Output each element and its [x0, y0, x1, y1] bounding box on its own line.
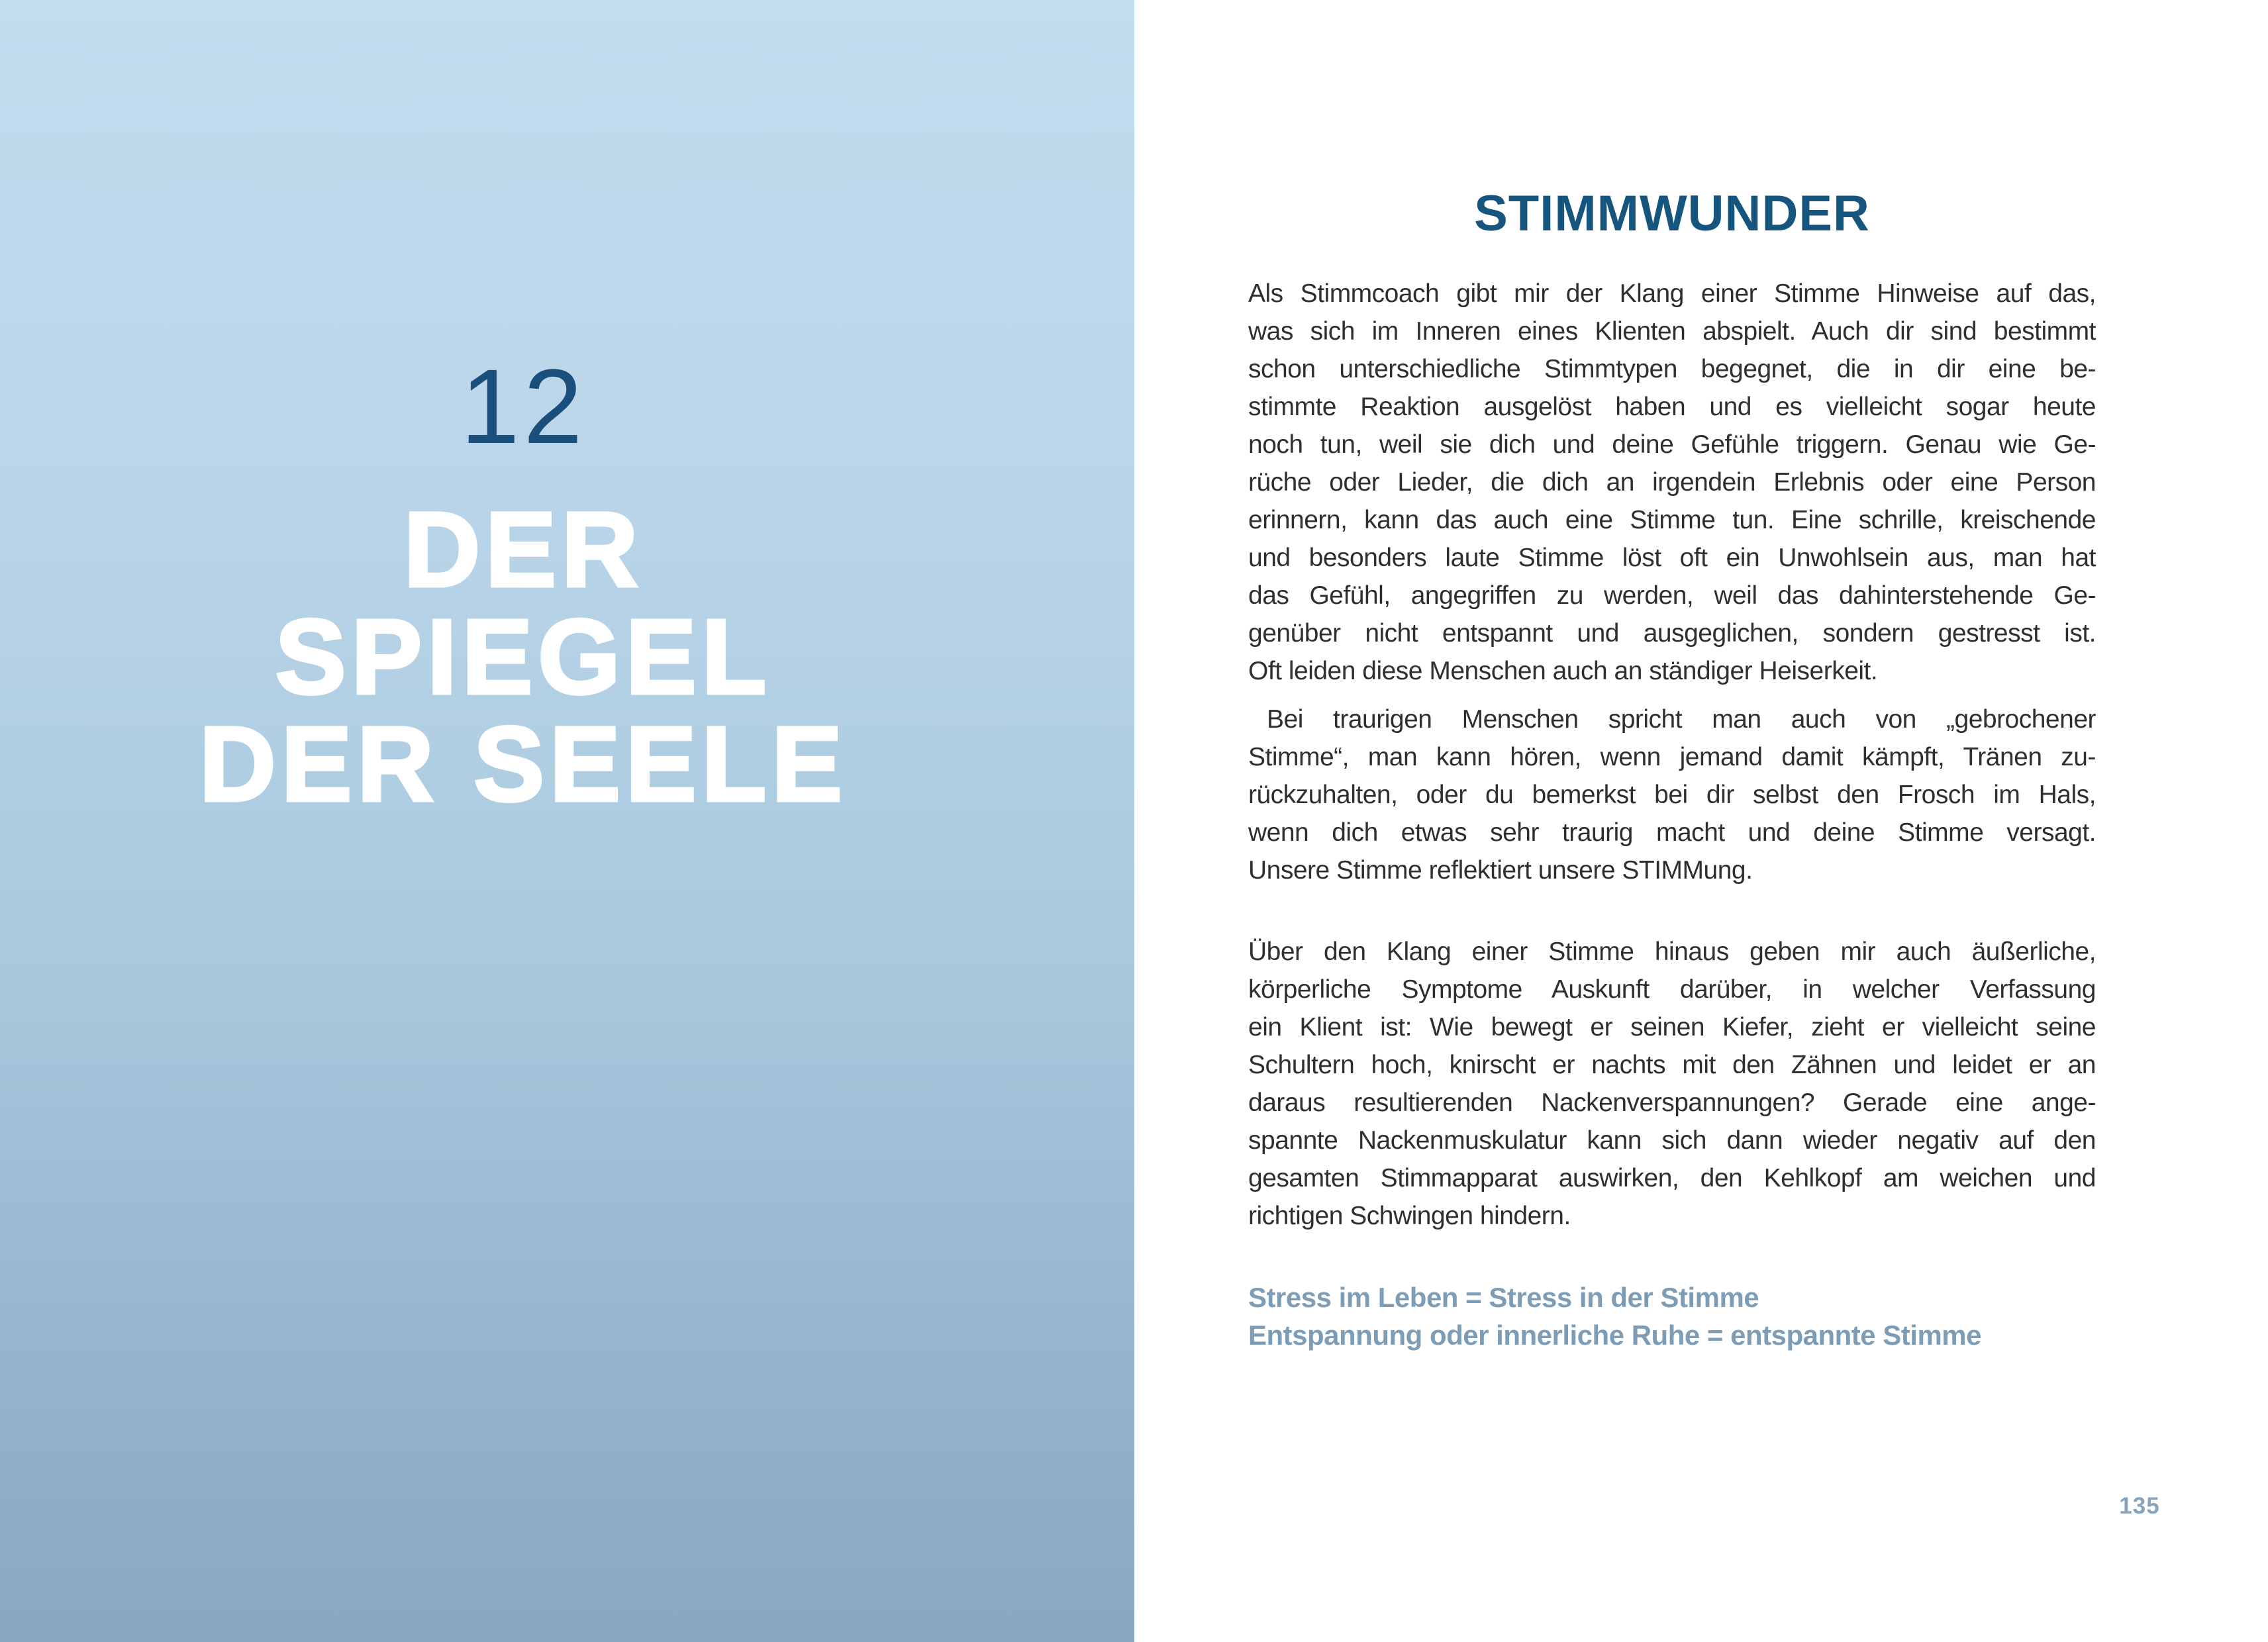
body-line: wenn dich etwas sehr traurig macht und deine Stimme versagt. [1248, 818, 2096, 847]
body-line: erinnern, kann das auch eine Stimme tun. Eine schrille, kreischende [1248, 506, 2096, 534]
body-text [1248, 275, 2096, 1235]
statement-line: Stress im Leben = Stress in der Stimme [1248, 1282, 1759, 1313]
body-line: richtigen Schwingen hindern. [1248, 1202, 1571, 1230]
page-number: 135 [2119, 1493, 2160, 1519]
body-line: Oft leiden diese Menschen auch an ständiger Heiserkeit. [1248, 657, 1878, 685]
body-line: stimmte Reaktion ausgelöst haben und es vielleicht sogar heute [1248, 393, 2096, 421]
body-line: rüche oder Lieder, die dich an irgendein Erlebnis oder eine Person [1248, 468, 2096, 497]
body-line: Schultern hoch, knirscht er nachts mit den Zähnen und leidet er an [1248, 1051, 2096, 1079]
body-paragraph [1248, 275, 2096, 690]
body-paragraph [1248, 700, 2096, 889]
body-line: schon unterschiedliche Stimmtypen begegnet, die in dir eine be- [1248, 355, 2096, 383]
body-line: das Gefühl, angegriffen zu werden, weil das dahinterstehende Ge- [1248, 581, 2096, 610]
body-line: Unsere Stimme reflektiert unsere STIMMung. [1248, 856, 1753, 885]
chapter-title [0, 490, 1091, 823]
body-line: und besonders laute Stimme löst oft ein Unwohlsein aus, man hat [1248, 544, 2096, 572]
body-line: was sich im Inneren eines Klienten abspielt. Auch dir sind bestimmt [1248, 317, 2096, 346]
chapter-title-line: SPIEGEL [275, 597, 772, 716]
body-line: Stimme“, man kann hören, wenn jemand damit kämpft, Tränen zu- [1248, 743, 2096, 771]
body-line: Bei traurigen Menschen spricht man auch von „gebrochener [1267, 705, 2096, 734]
statement-line: Entspannung oder innerliche Ruhe = entspannte Stimme [1248, 1320, 1981, 1351]
body-line: körperliche Symptome Auskunft darüber, in welcher Verfassung [1248, 975, 2096, 1004]
section-heading: STIMMWUNDER [1474, 185, 1870, 242]
chapter-title-line: DER [403, 490, 644, 608]
body-line: gesamten Stimmapparat auswirken, den Kehlkopf am weichen und [1248, 1164, 2096, 1192]
body-line: Als Stimmcoach gibt mir der Klang einer Stimme Hinweise auf das, [1248, 279, 2096, 308]
body-line: rückzuhalten, oder du bemerkst bei dir selbst den Frosch im Hals, [1248, 781, 2096, 809]
body-paragraph [1248, 933, 2096, 1235]
body-line: spannte Nackenmuskulatur kann sich dann wieder negativ auf den [1248, 1126, 2096, 1155]
body-line: genüber nicht entspannt und ausgeglichen, sondern gestresst ist. [1248, 619, 2096, 648]
text-column [1248, 185, 2096, 1354]
body-line: Über den Klang einer Stimme hinaus geben mir auch äußerliche, [1248, 938, 2096, 966]
text-page [1134, 0, 2268, 1642]
chapter-title-line: DER SEELE [199, 704, 848, 823]
body-line: ein Klient ist: Wie bewegt er seinen Kiefer, zieht er vielleicht seine [1248, 1013, 2096, 1041]
body-line: daraus resultierenden Nackenverspannungen? Gerade eine ange- [1248, 1088, 2096, 1117]
statement-block [1248, 1279, 2096, 1354]
body-line: noch tun, weil sie dich und deine Gefühle triggern. Genau wie Ge- [1248, 430, 2096, 459]
chapter-number: 12 [460, 347, 587, 465]
